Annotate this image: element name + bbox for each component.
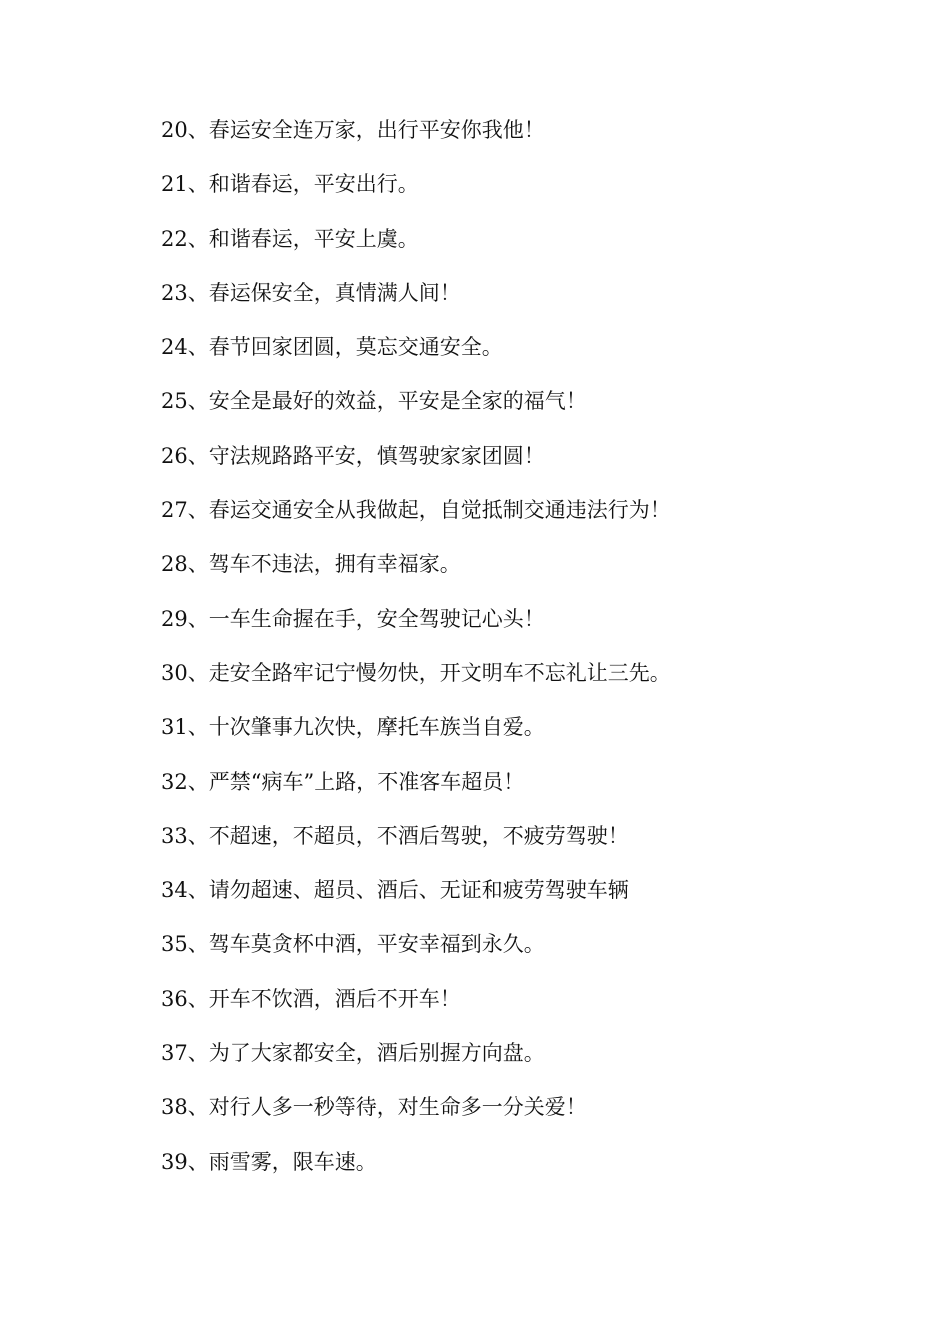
slogan-item-21: 21、和谐春运，平安出行。	[161, 172, 419, 197]
slogan-item-39: 39、雨雪雾，限车速。	[161, 1149, 377, 1174]
slogan-item-20: 20、春运安全连万家，出行平安你我他！	[161, 118, 545, 142]
slogan-item-26: 26、守法规路路平安，慎驾驶家家团圆！	[161, 443, 545, 468]
slogan-item-22: 22、和谐春运，平安上虞。	[161, 226, 419, 251]
slogan-item-31: 31、十次肇事九次快，摩托车族当自爱。	[161, 715, 545, 740]
slogan-item-32: 32、严禁“病车”上路，不准客车超员！	[161, 769, 525, 794]
slogan-item-30: 30、走安全路牢记宁慢勿快，开文明车不忘礼让三先。	[161, 660, 671, 685]
slogan-item-23: 23、春运保安全，真情满人间！	[161, 280, 461, 305]
slogan-item-29: 29、一车生命握在手，安全驾驶记心头！	[161, 606, 545, 631]
slogan-item-36: 36、开车不饮酒，酒后不开车！	[161, 986, 461, 1011]
slogan-list	[161, 112, 671, 1198]
slogan-item-35: 35、驾车莫贪杯中酒，平安幸福到永久。	[161, 932, 545, 957]
slogan-item-28: 28、驾车不违法，拥有幸福家。	[161, 552, 461, 577]
slogan-item-33: 33、不超速，不超员，不酒后驾驶，不疲劳驾驶！	[161, 823, 629, 848]
slogan-item-34: 34、请勿超速、超员、酒后、无证和疲劳驾驶车辆	[161, 878, 629, 903]
slogan-item-24: 24、春节回家团圆，莫忘交通安全。	[161, 335, 503, 360]
slogan-item-25: 25、安全是最好的效益，平安是全家的福气！	[161, 389, 587, 414]
slogan-item-38: 38、对行人多一秒等待，对生命多一分关爱！	[161, 1095, 587, 1120]
slogan-item-27: 27、春运交通安全从我做起，自觉抵制交通违法行为！	[161, 498, 671, 523]
slogan-item-37: 37、为了大家都安全，酒后别握方向盘。	[161, 1041, 545, 1066]
